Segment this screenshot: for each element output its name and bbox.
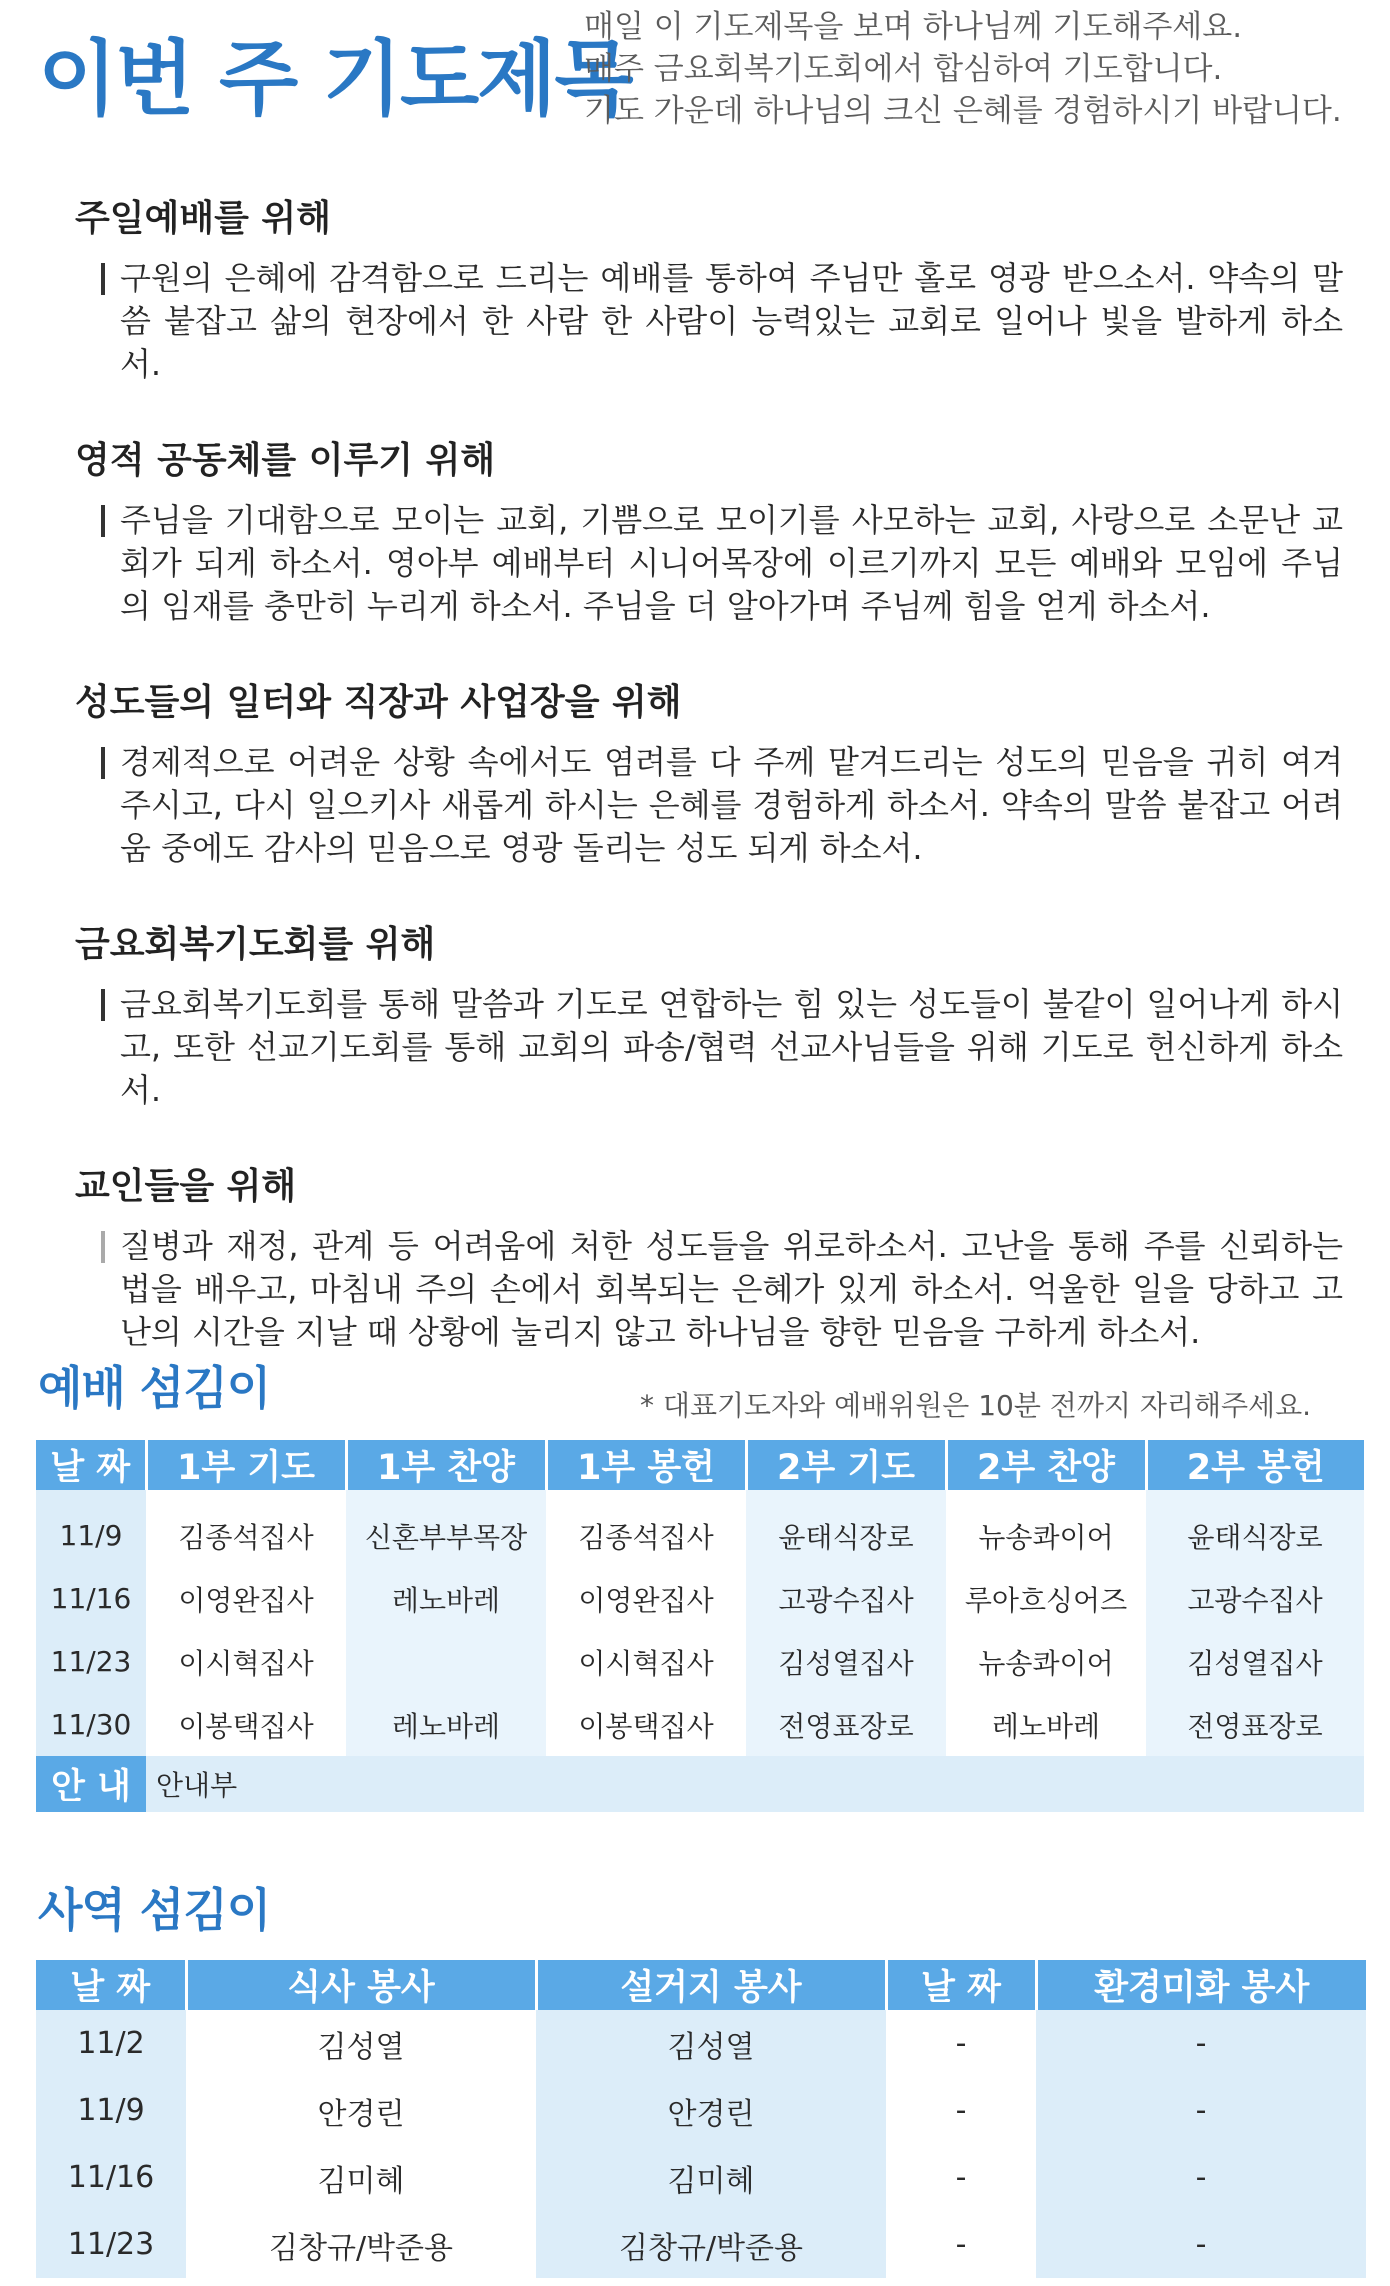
prayer-title: 성도들의 일터와 직장과 사업장을 위해 [75, 682, 682, 723]
table-cell: 안경린 [317, 2096, 405, 2132]
quote-bar [101, 1231, 105, 1263]
table-cell: 김창규/박준용 [269, 2230, 453, 2266]
table-header-row [36, 1960, 1366, 2010]
prayer-title: 교인들을 위해 [75, 1166, 297, 1207]
intro-line: 기도 가운데 하나님의 크신 은혜를 경험하시기 바랍니다. [584, 93, 1342, 129]
prayer-title: 영적 공동체를 이루기 위해 [75, 440, 496, 481]
table-cell: 뉴송콰이어 [978, 1646, 1114, 1680]
guide-value: 안내부 [146, 1756, 1364, 1812]
intro-line: 매일 이 기도제목을 보며 하나님께 기도해주세요. [584, 9, 1243, 45]
table-cell: 이영완집사 [578, 1583, 714, 1617]
column-header: 1부 찬양 [346, 1440, 546, 1490]
prayer-text: 경제적으로 어려운 상황 속에서도 염려를 다 주께 맡겨드리는 성도의 믿음을 귀히 여겨주시고, 다시 일으키사 새롭게 하시는 은혜를 경험하게 하소서. 약속의 말씀 붙잡고 어려움 중에도 감사의 믿음으로 영광 돌리는 성도 되게 하소서. [120, 743, 1343, 867]
prayer-list [0, 190, 1390, 1400]
table-cell: 이시혁집사 [578, 1646, 714, 1680]
table-cell: 김종석집사 [178, 1520, 314, 1554]
table-cell: 신혼부부목장 [346, 1490, 546, 1567]
table-cell: 레노바레 [346, 1693, 546, 1756]
column-header: 날 짜 [886, 1960, 1036, 2010]
table-cell: 레노바레 [991, 1709, 1101, 1743]
column-header: 2부 찬양 [946, 1440, 1146, 1490]
table-header-row [36, 1440, 1364, 1490]
table-cell: 이봉택집사 [178, 1709, 314, 1743]
table-row [36, 1490, 1364, 1567]
page-header [0, 0, 1390, 130]
table-cell: - [955, 2227, 967, 2262]
table-row [36, 1567, 1364, 1630]
prayer-body [75, 499, 1343, 628]
prayer-section [75, 1158, 1343, 1354]
table-cell: - [955, 2026, 967, 2061]
table-cell [346, 1630, 546, 1693]
prayer-title: 금요회복기도회를 위해 [75, 924, 436, 965]
prayer-section [75, 916, 1343, 1112]
column-header: 2부 기도 [746, 1440, 946, 1490]
table-cell: 윤태식장로 [1146, 1490, 1364, 1567]
column-header: 1부 봉헌 [546, 1440, 746, 1490]
table-row [36, 2211, 1366, 2278]
date-cell: 11/9 [36, 2077, 186, 2144]
table-cell: 김성열 [536, 2010, 886, 2077]
table-cell: 이봉택집사 [578, 1709, 714, 1743]
table-cell: 김성열집사 [1146, 1630, 1364, 1693]
prayer-body [75, 741, 1343, 870]
table-cell: 고광수집사 [1146, 1567, 1364, 1630]
table-cell: 루아흐싱어즈 [964, 1583, 1128, 1617]
date-cell: 11/2 [36, 2010, 186, 2077]
table-row [36, 2144, 1366, 2211]
prayer-section [75, 432, 1343, 628]
table-cell: 전영표장로 [1146, 1693, 1364, 1756]
date-cell: 11/23 [36, 2211, 186, 2278]
prayer-body [75, 257, 1343, 386]
header-intro [584, 6, 1342, 132]
table-cell: 김미혜 [317, 2163, 405, 2199]
column-header: 1부 기도 [146, 1440, 346, 1490]
table-cell: 전영표장로 [746, 1693, 946, 1756]
prayer-section [75, 674, 1343, 870]
date-cell: 11/16 [36, 1567, 146, 1630]
date-cell: 11/30 [36, 1693, 146, 1756]
table-cell: 뉴송콰이어 [978, 1520, 1114, 1554]
quote-bar [101, 989, 105, 1021]
table-cell: 김성열 [317, 2029, 405, 2065]
table-cell: - [1036, 2144, 1366, 2211]
prayer-section [75, 190, 1343, 386]
table-cell: 윤태식장로 [746, 1490, 946, 1567]
prayer-text: 구원의 은혜에 감격함으로 드리는 예배를 통하여 주님만 홀로 영광 받으소서. 약속의 말씀 붙잡고 삶의 현장에서 한 사람 한 사람이 능력있는 교회로 일어나 빛을 발하게 하소서. [120, 259, 1343, 383]
table-cell: - [1036, 2211, 1366, 2278]
date-cell: 11/16 [36, 2144, 186, 2211]
intro-line: 매주 금요회복기도회에서 합심하여 기도합니다. [584, 51, 1223, 87]
quote-bar [101, 747, 105, 779]
column-header: 날 짜 [36, 1960, 186, 2010]
column-header: 식사 봉사 [186, 1960, 536, 2010]
table-cell: 고광수집사 [746, 1567, 946, 1630]
table-cell: - [955, 2160, 967, 2195]
table-row [36, 2010, 1366, 2077]
table-row [36, 1630, 1364, 1693]
worship-note: * 대표기도자와 예배위원은 10분 전까지 자리해주세요. [640, 1389, 1312, 1422]
date-cell: 11/23 [36, 1630, 146, 1693]
table-cell: 이영완집사 [178, 1583, 314, 1617]
column-header: 2부 봉헌 [1146, 1440, 1364, 1490]
table-cell: 김종석집사 [578, 1520, 714, 1554]
prayer-title: 주일예배를 위해 [75, 198, 331, 239]
column-header: 날 짜 [36, 1440, 146, 1490]
table-cell: - [1036, 2010, 1366, 2077]
prayer-body [75, 983, 1343, 1112]
column-header: 환경미화 봉사 [1036, 1960, 1366, 2010]
table-cell: 김미혜 [536, 2144, 886, 2211]
page-title: 이번 주 기도제목 [38, 32, 632, 127]
table-cell: 김창규/박준용 [536, 2211, 886, 2278]
quote-bar [101, 263, 105, 295]
table-cell: 김성열집사 [746, 1630, 946, 1693]
table-row [36, 1693, 1364, 1756]
service-section-title: 사역 섬김이 [38, 1883, 271, 1937]
date-cell: 11/9 [36, 1490, 146, 1567]
guide-label: 안 내 [36, 1756, 146, 1812]
table-cell: - [1036, 2077, 1366, 2144]
column-header: 설거지 봉사 [536, 1960, 886, 2010]
quote-bar [101, 505, 105, 537]
guide-row [36, 1756, 1364, 1812]
service-table [36, 1960, 1366, 2278]
table-cell: 이시혁집사 [178, 1646, 314, 1680]
table-row [36, 2077, 1366, 2144]
table-cell: 레노바레 [346, 1567, 546, 1630]
worship-section-title: 예배 섬김이 [38, 1361, 271, 1415]
prayer-text: 주님을 기대함으로 모이는 교회, 기쁨으로 모이기를 사모하는 교회, 사랑으로 소문난 교회가 되게 하소서. 영아부 예배부터 시니어목장에 이르기까지 모든 예배와 모임에 주님의 임재를 충만히 누리게 하소서. 주님을 더 알아가며 주님께 힘을 얻게 하소서. [120, 501, 1343, 625]
prayer-text: 금요회복기도회를 통해 말씀과 기도로 연합하는 힘 있는 성도들이 불같이 일어나게 하시고, 또한 선교기도회를 통해 교회의 파송/협력 선교사님들을 위해 기도로 헌신하게 하소서. [120, 985, 1343, 1109]
prayer-text: 질병과 재정, 관계 등 어려움에 처한 성도들을 위로하소서. 고난을 통해 주를 신뢰하는 법을 배우고, 마침내 주의 손에서 회복되는 은혜가 있게 하소서. 억울한 일을 당하고 고난의 시간을 지날 때 상황에 눌리지 않고 하나님을 향한 믿음을 구하게 하소서. [120, 1227, 1343, 1351]
prayer-body [75, 1225, 1343, 1354]
table-cell: 안경린 [536, 2077, 886, 2144]
worship-table [36, 1440, 1364, 1812]
table-cell: - [955, 2093, 967, 2128]
